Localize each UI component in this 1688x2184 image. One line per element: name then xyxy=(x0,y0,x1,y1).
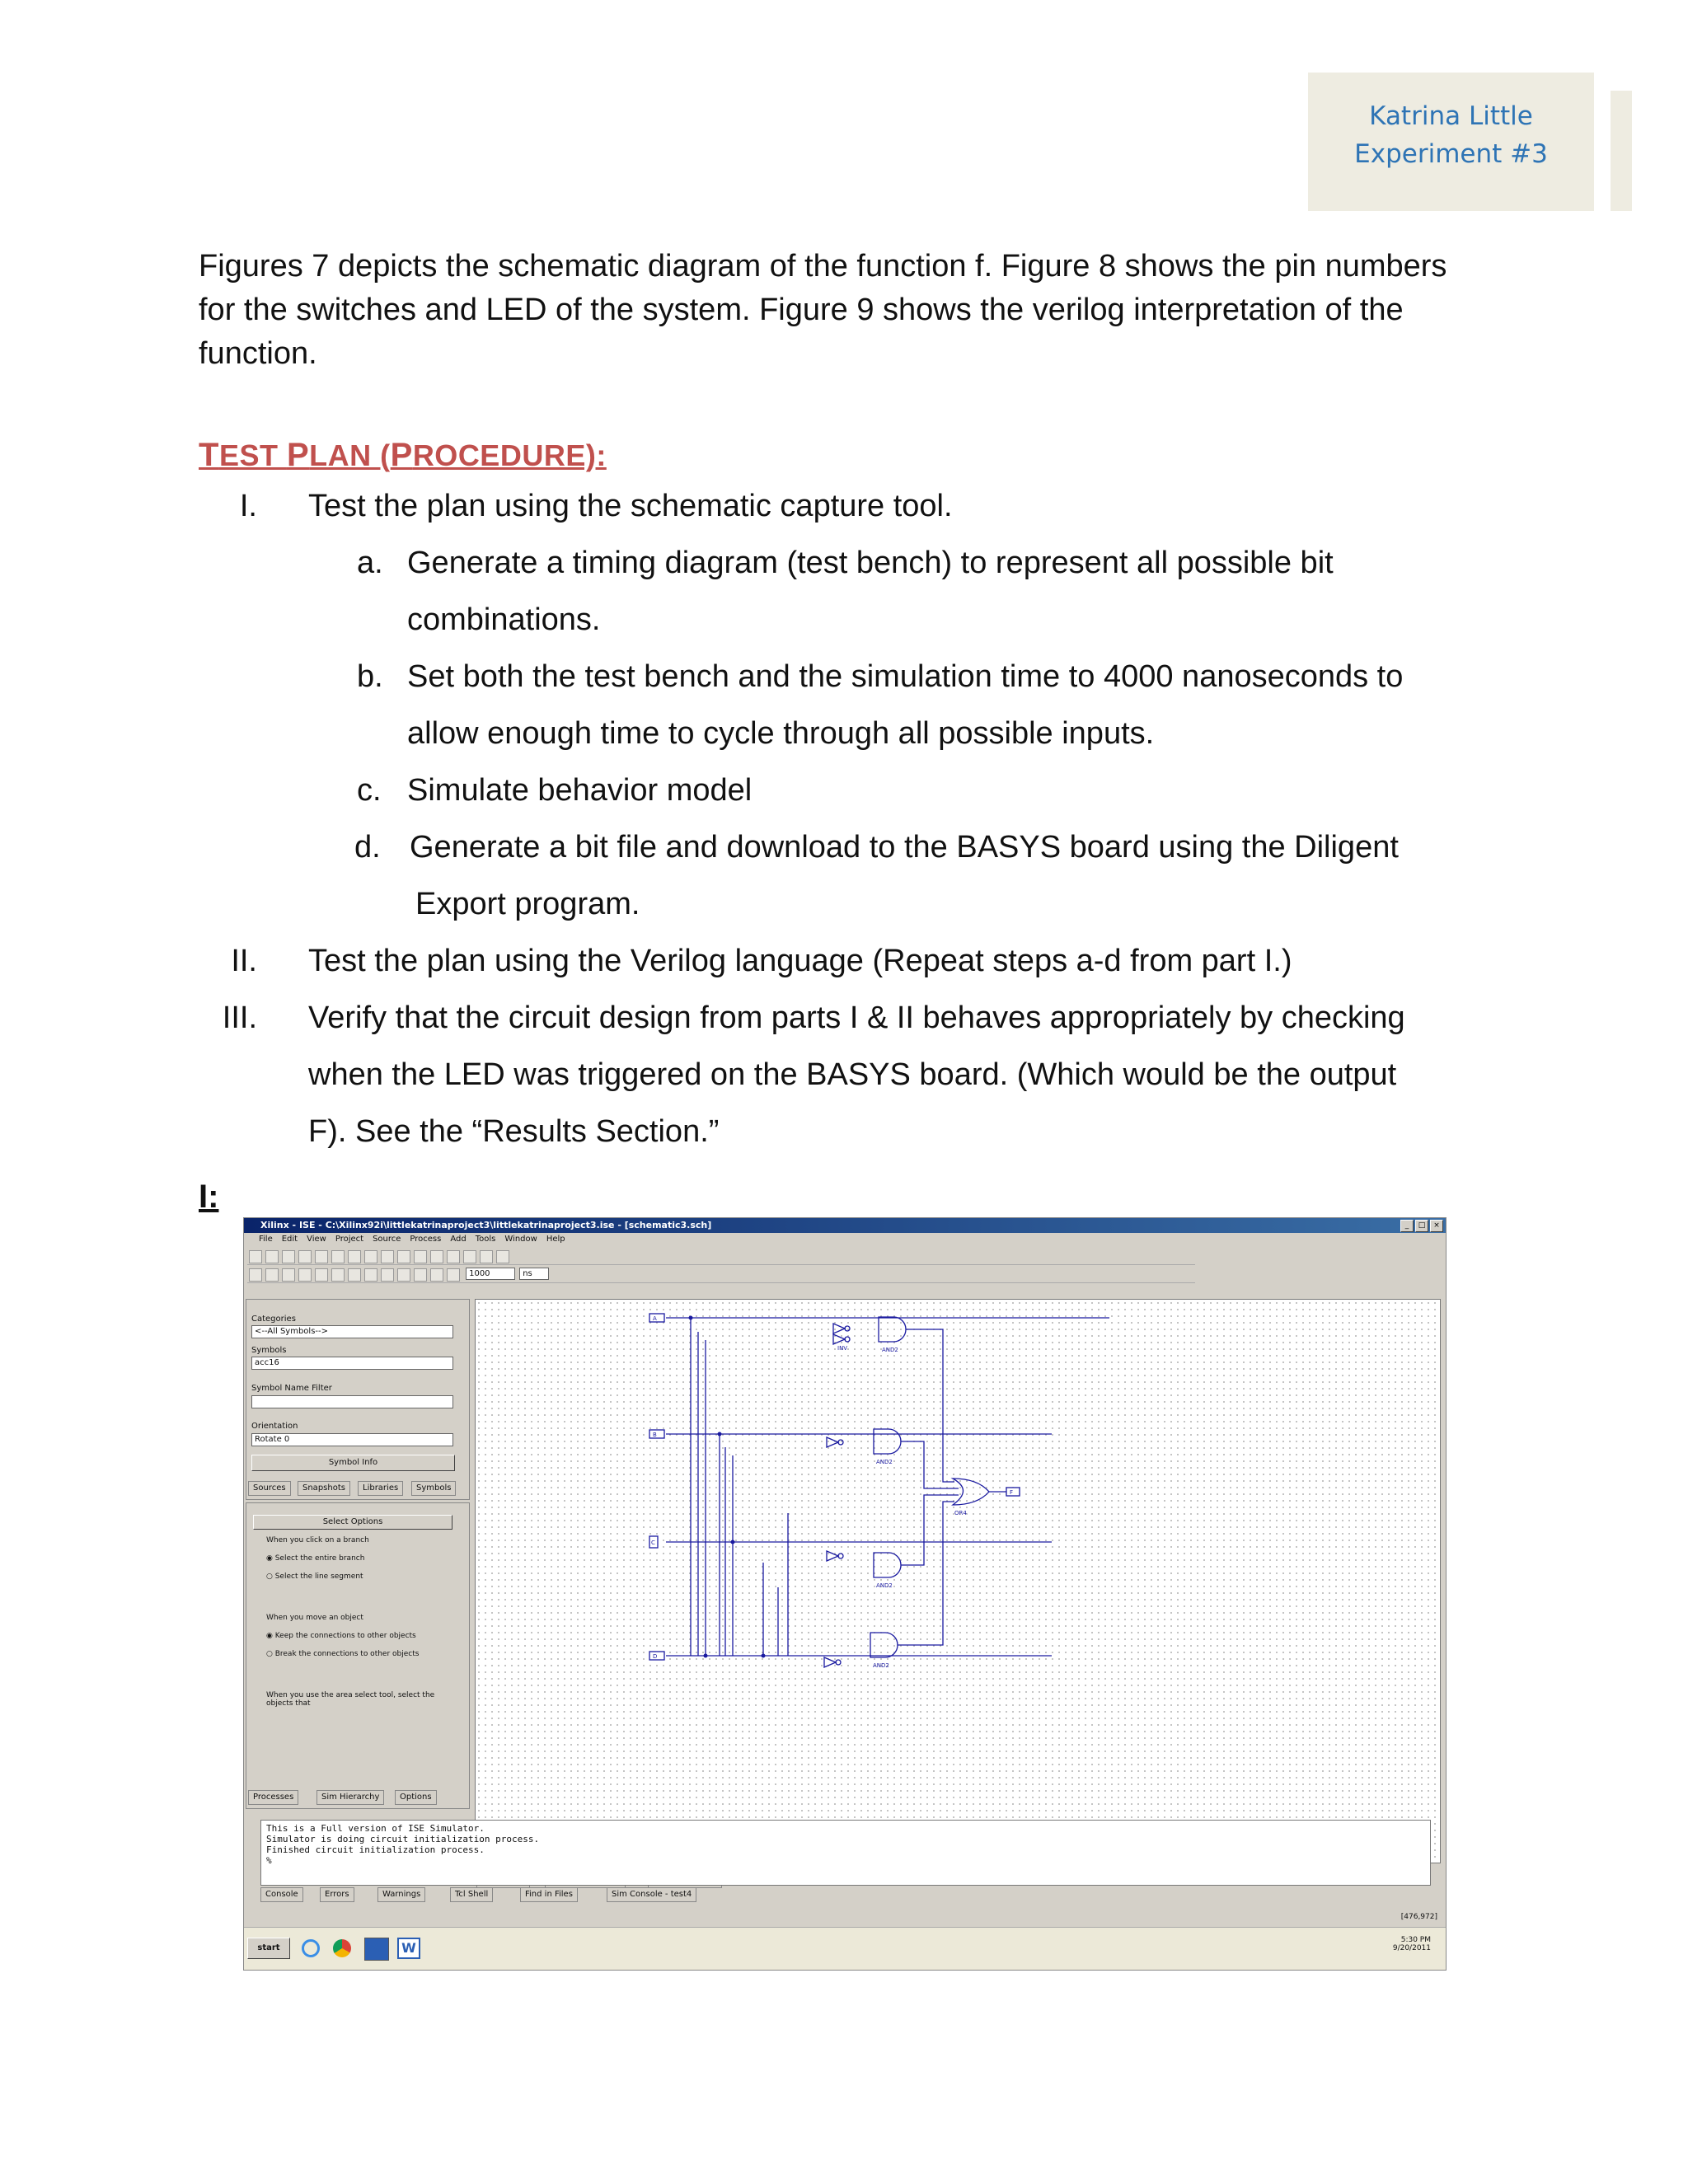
symbols-list[interactable]: acc16 xyxy=(251,1357,453,1370)
subitem-b-text2: allow enough time to cycle through all possible inputs. xyxy=(407,716,1155,751)
menu-bar xyxy=(244,1233,1446,1246)
zoom-full-icon[interactable] xyxy=(463,1250,476,1263)
zoom-out-icon[interactable] xyxy=(447,1250,460,1263)
input-c-label: C xyxy=(651,1540,655,1546)
pause-icon[interactable] xyxy=(447,1268,460,1282)
categories-list[interactable]: <--All Symbols--> xyxy=(251,1325,453,1338)
close-button[interactable]: × xyxy=(1430,1220,1443,1232)
filter-label: Symbol Name Filter xyxy=(251,1384,332,1393)
tab-sources[interactable]: Sources xyxy=(248,1481,291,1496)
radio-break-connections[interactable]: ○ Break the connections to other objects xyxy=(266,1650,420,1658)
intro-paragraph: Figures 7 depicts the schematic diagram of the function f. Figure 8 shows the pin numbers for the switches and LED of the system. Figure 9 shows the verilog interpretation of the function. xyxy=(199,249,1447,371)
taskbar xyxy=(244,1927,1446,1971)
experiment-number: Experiment #3 xyxy=(1354,139,1548,169)
select-options-title: Select Options xyxy=(253,1515,452,1530)
numeral-1: I. xyxy=(239,489,257,523)
save-all-icon[interactable] xyxy=(298,1250,312,1263)
delete-icon[interactable] xyxy=(381,1250,394,1263)
numeral-2: II. xyxy=(231,944,257,978)
tab-console[interactable]: Console xyxy=(260,1887,303,1902)
tab-processes[interactable]: Processes xyxy=(248,1790,298,1805)
paste-icon[interactable] xyxy=(364,1250,377,1263)
window-controls xyxy=(1400,1220,1443,1232)
categories-label: Categories xyxy=(251,1315,296,1324)
tab-snapshots[interactable]: Snapshots xyxy=(298,1481,350,1496)
output-f-label: F xyxy=(1010,1489,1014,1496)
item-3-text: Verify that the circuit design from parts I & II behaves appropriately by checking xyxy=(308,1001,1405,1035)
radio-keep-connections[interactable]: ◉ Keep the connections to other objects xyxy=(266,1632,416,1640)
menu-window[interactable]: Window xyxy=(504,1235,537,1244)
subitem-d-text: Generate a bit file and download to the BASYS board using the Diligent xyxy=(410,830,1399,865)
menu-help[interactable]: Help xyxy=(546,1235,565,1244)
console-line: Finished circuit initialization process. xyxy=(266,1844,485,1855)
maximize-button[interactable]: □ xyxy=(1415,1220,1428,1232)
zoom-in-icon[interactable] xyxy=(430,1250,443,1263)
and2-label-4: AND2 xyxy=(873,1662,889,1669)
author-name: Katrina Little xyxy=(1369,101,1533,131)
and2-label-3: AND2 xyxy=(876,1582,893,1589)
subitem-c-text: Simulate behavior model xyxy=(407,773,753,808)
options-panel xyxy=(246,1502,470,1809)
menu-project[interactable]: Project xyxy=(335,1235,364,1244)
line-icon[interactable] xyxy=(381,1268,394,1282)
symbol-icon[interactable] xyxy=(331,1268,345,1282)
io-marker-icon[interactable] xyxy=(315,1268,328,1282)
subitem-d-letter: d. xyxy=(354,830,381,865)
chrome-icon[interactable] xyxy=(333,1939,351,1957)
system-clock: 5:30 PM 9/20/2011 xyxy=(1392,1936,1431,1952)
numeral-3: III. xyxy=(222,1001,257,1035)
toolbar-2 xyxy=(247,1266,1195,1283)
tab-errors[interactable]: Errors xyxy=(320,1887,354,1902)
and2-label-1: AND2 xyxy=(882,1347,898,1353)
tab-libraries[interactable]: Libraries xyxy=(358,1481,403,1496)
console-line: Simulator is doing circuit initialization process. xyxy=(266,1834,540,1844)
console-line: This is a Full version of ISE Simulator. xyxy=(266,1823,485,1834)
schematic-diagram xyxy=(475,1299,1439,1862)
save-icon[interactable] xyxy=(282,1250,295,1263)
new-icon[interactable] xyxy=(249,1250,262,1263)
binoculars-icon[interactable] xyxy=(496,1250,509,1263)
minimize-button[interactable]: _ xyxy=(1400,1220,1414,1232)
net-name-icon[interactable] xyxy=(282,1268,295,1282)
rectangle-icon[interactable] xyxy=(397,1268,410,1282)
wire-tool-icon[interactable] xyxy=(265,1268,279,1282)
text-icon[interactable] xyxy=(414,1268,427,1282)
cursor-coordinates: [476,972] xyxy=(1400,1913,1437,1921)
menu-add[interactable]: Add xyxy=(450,1235,467,1244)
menu-file[interactable]: File xyxy=(259,1235,273,1244)
word-icon[interactable]: W xyxy=(397,1938,420,1959)
tab-sim-hierarchy[interactable]: Sim Hierarchy xyxy=(316,1790,384,1805)
menu-process[interactable]: Process xyxy=(410,1235,442,1244)
arc-icon[interactable] xyxy=(348,1268,361,1282)
item-3-text3: F). See the “Results Section.” xyxy=(308,1114,720,1149)
tab-warnings[interactable]: Warnings xyxy=(377,1887,425,1902)
subitem-a-text2: combinations. xyxy=(407,602,601,637)
circle-icon[interactable] xyxy=(364,1268,377,1282)
tab-find-in-files[interactable]: Find in Files xyxy=(520,1887,578,1902)
ie-icon[interactable] xyxy=(302,1939,320,1957)
symbol-info-button[interactable]: Symbol Info xyxy=(251,1455,455,1471)
input-d-label: D xyxy=(653,1653,658,1660)
orientation-select[interactable]: Rotate 0 xyxy=(251,1433,453,1446)
test-plan-heading: TEST PLAN (PROCEDURE): xyxy=(199,437,607,473)
or4-label: OR4 xyxy=(954,1510,967,1516)
symbol-filter-input[interactable] xyxy=(251,1395,453,1408)
console-line: % xyxy=(266,1855,272,1866)
ise-screenshot xyxy=(243,1217,1447,1971)
tab-symbols[interactable]: Symbols xyxy=(411,1481,456,1496)
toolbar-1 xyxy=(247,1248,1195,1265)
item-2-text: Test the plan using the Verilog language (Repeat steps a-d from part I.) xyxy=(308,944,1292,978)
inv-label: INV xyxy=(837,1345,848,1352)
symbols-panel xyxy=(246,1299,470,1500)
header xyxy=(1308,97,1594,173)
input-b-label: B xyxy=(653,1432,657,1438)
run-icon[interactable] xyxy=(430,1268,443,1282)
select-tool-icon[interactable] xyxy=(249,1268,262,1282)
copy-icon[interactable] xyxy=(348,1250,361,1263)
open-icon[interactable] xyxy=(265,1250,279,1263)
find-icon[interactable] xyxy=(480,1250,493,1263)
subitem-b-text: Set both the test bench and the simulation time to 4000 nanoseconds to xyxy=(407,659,1404,694)
sim-time-input[interactable]: 1000 xyxy=(466,1268,515,1280)
input-a-label: A xyxy=(653,1315,657,1322)
orientation-label: Orientation xyxy=(251,1422,298,1431)
header-accent-strip xyxy=(1611,91,1632,211)
ise-icon[interactable] xyxy=(364,1938,389,1961)
item-3-text2: when the LED was triggered on the BASYS board. (Which would be the output xyxy=(308,1057,1397,1092)
symbols-label: Symbols xyxy=(251,1346,287,1355)
radio-select-entire-branch[interactable]: ◉ Select the entire branch xyxy=(266,1554,365,1563)
subitem-a-letter: a. xyxy=(357,546,383,580)
tab-tcl-shell[interactable]: Tcl Shell xyxy=(450,1887,493,1902)
subitem-a-text: Generate a timing diagram (test bench) to represent all possible bit xyxy=(407,546,1334,580)
subitem-d-text2: Export program. xyxy=(415,887,640,921)
subitem-c-letter: c. xyxy=(357,773,382,808)
print-icon[interactable] xyxy=(315,1250,328,1263)
menu-view[interactable]: View xyxy=(307,1235,326,1244)
and2-label-2: AND2 xyxy=(876,1459,893,1465)
start-button[interactable]: start xyxy=(247,1938,290,1959)
tab-options[interactable]: Options xyxy=(395,1790,437,1805)
cut-icon[interactable] xyxy=(331,1250,345,1263)
sim-time-unit[interactable]: ns xyxy=(519,1268,549,1280)
undo-icon[interactable] xyxy=(397,1250,410,1263)
tab-sim-console[interactable]: Sim Console - test4 xyxy=(607,1887,696,1902)
bus-icon[interactable] xyxy=(298,1268,312,1282)
branch-label: When you click on a branch xyxy=(266,1536,369,1544)
menu-source[interactable]: Source xyxy=(373,1235,401,1244)
redo-icon[interactable] xyxy=(414,1250,427,1263)
figure-label: I: xyxy=(199,1179,219,1215)
console-output xyxy=(260,1820,1431,1886)
menu-edit[interactable]: Edit xyxy=(281,1235,298,1244)
area-select-label: When you use the area select tool, select the objects that xyxy=(266,1691,435,1708)
menu-tools[interactable]: Tools xyxy=(475,1235,496,1244)
subitem-b-letter: b. xyxy=(357,659,383,694)
radio-select-line-segment[interactable]: ○ Select the line segment xyxy=(266,1572,363,1581)
window-title: Xilinx - ISE - C:\Xilinx92i\littlekatrinaproject3\littlekatrinaproject3.ise - [schematic3.sch] xyxy=(244,1218,1446,1233)
move-label: When you move an object xyxy=(266,1614,363,1622)
item-1-text: Test the plan using the schematic capture tool. xyxy=(308,489,953,523)
